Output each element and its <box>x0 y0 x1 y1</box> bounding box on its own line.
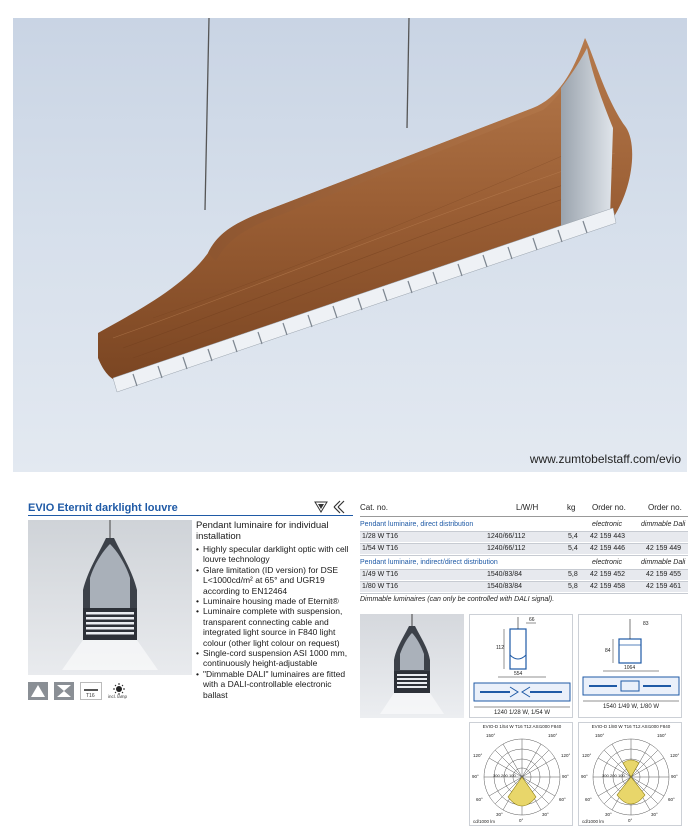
polar-angle: 150° <box>595 733 605 738</box>
dim-inner: 554 <box>514 671 523 677</box>
dim-height: 112 <box>496 645 504 651</box>
col-header-order-no-1: Order no. <box>592 503 626 512</box>
polar-ring: 200 <box>610 773 617 778</box>
col-header-kg: kg <box>567 503 576 512</box>
product-title: EVIO Eternit darklight louvre <box>28 502 178 514</box>
polar-ring: 300 <box>493 773 500 778</box>
feature-list <box>196 544 356 700</box>
feature-item: • Glare limitation (ID version) for DSE L<1000cd/m² at 65° and UGR19 according to EN12464 <box>196 565 356 596</box>
polar-unit: cd/1000 lm <box>473 819 496 824</box>
polar-angle: 0° <box>519 818 524 823</box>
polar-angle: 30° <box>542 812 549 817</box>
product-thumbnail <box>28 520 192 675</box>
polar-angle: 60° <box>559 797 566 802</box>
dimension-drawing-1 <box>469 614 573 718</box>
title-divider <box>28 515 353 516</box>
feature-item: • Single-cord suspension ASI 1000 mm, continuously height-adjustable <box>196 648 356 669</box>
polar-angle: 90° <box>472 774 479 779</box>
polar-angle: 150° <box>486 733 496 738</box>
dim-width: 83 <box>643 621 649 627</box>
product-photo-side <box>360 614 464 718</box>
polar-angle: 150° <box>548 733 558 738</box>
table-row: 1/80 W T16 1540/83/84 5,8 42 159 458 42 159 461 <box>360 582 688 592</box>
table-row: 1/54 W T16 1240/66/112 5,4 42 159 446 42 159 449 <box>360 544 688 554</box>
col-header-lwh: L/W/H <box>516 503 539 512</box>
polar-angle: 120° <box>473 753 483 758</box>
polar-diagram-1 <box>469 722 573 826</box>
feature-item: • "Dimmable DALI" luminaires are fitted with a DALI-controllable electronic ballast <box>196 669 356 700</box>
section-header-indirect-direct: Pendant luminaire, indirect/direct distribution electronic dimmable Dali <box>360 559 686 566</box>
feature-item: • Luminaire housing made of Eternit® <box>196 596 356 606</box>
polar-diagram-2 <box>578 722 682 826</box>
dim-caption: 1240 1/28 W, 1/54 W <box>493 710 551 716</box>
polar-ring: 300 <box>602 773 609 778</box>
table-footnote: Dimmable luminaires (can only be controlled with DALI signal). <box>360 596 555 603</box>
section-header-direct: Pendant luminaire, direct distribution electronic dimmable Dali <box>360 521 686 528</box>
col-header-cat-no: Cat. no. <box>360 503 389 512</box>
indirect-direct-light-icon <box>54 682 74 700</box>
polar-label: EVIO-D 1/80 W T16 T12 ASI1000 F840 <box>591 724 671 729</box>
pendant-luminaire-illustration <box>13 18 687 472</box>
polar-ring: 100 <box>618 773 625 778</box>
dim-inner: 1064 <box>624 665 636 671</box>
dimension-drawing-2 <box>578 614 682 718</box>
website-url: www.zumtobelstaff.com/evio <box>529 452 681 466</box>
polar-ring: 100 <box>509 773 516 778</box>
table-header-rule <box>360 516 688 517</box>
product-description <box>196 520 356 700</box>
t16-lamp-icon: T16 <box>80 682 102 700</box>
polar-angle: 120° <box>582 753 592 758</box>
polar-angle: 0° <box>628 818 633 823</box>
polar-angle: 120° <box>670 753 680 758</box>
table-row: 1/49 W T16 1540/83/84 5,8 42 159 452 42 159 455 <box>360 570 688 580</box>
polar-angle: 60° <box>476 797 483 802</box>
polar-angle: 150° <box>657 733 667 738</box>
feature-item: • Highly specular darklight optic with cell louvre technology <box>196 544 356 565</box>
direct-light-icon <box>28 682 48 700</box>
feature-item: • Luminaire complete with suspension, transparent connecting cable and integrated light source in F840 light colour (other light colour on request) <box>196 606 356 648</box>
triangle-mark-icon <box>314 501 328 513</box>
feature-icons <box>28 682 130 700</box>
polar-angle: 30° <box>605 812 612 817</box>
polar-angle: 30° <box>496 812 503 817</box>
col-header-order-no-2: Order no. <box>648 503 682 512</box>
dim-caption: 1540 1/49 W, 1/80 W <box>602 704 660 710</box>
polar-angle: 60° <box>668 797 675 802</box>
dim-height: 84 <box>605 648 611 654</box>
lamp-included-icon: incl. lamp <box>108 682 130 700</box>
polar-angle: 60° <box>585 797 592 802</box>
polar-ring: 200 <box>501 773 508 778</box>
polar-angle: 90° <box>562 774 569 779</box>
polar-angle: 90° <box>671 774 678 779</box>
protection-class-icon <box>332 500 348 514</box>
polar-angle: 120° <box>561 753 571 758</box>
description-title: Pendant luminaire for individual installation <box>196 520 329 542</box>
polar-angle: 90° <box>581 774 588 779</box>
hero-photo <box>13 18 687 472</box>
polar-label: EVIO-D 1/54 W T16 T12 ASI1000 F840 <box>482 724 562 729</box>
table-row: 1/28 W T16 1240/66/112 5,4 42 159 443 <box>360 532 688 542</box>
polar-unit: cd/1000 lm <box>582 819 605 824</box>
polar-angle: 30° <box>651 812 658 817</box>
dim-width: 66 <box>529 617 535 623</box>
